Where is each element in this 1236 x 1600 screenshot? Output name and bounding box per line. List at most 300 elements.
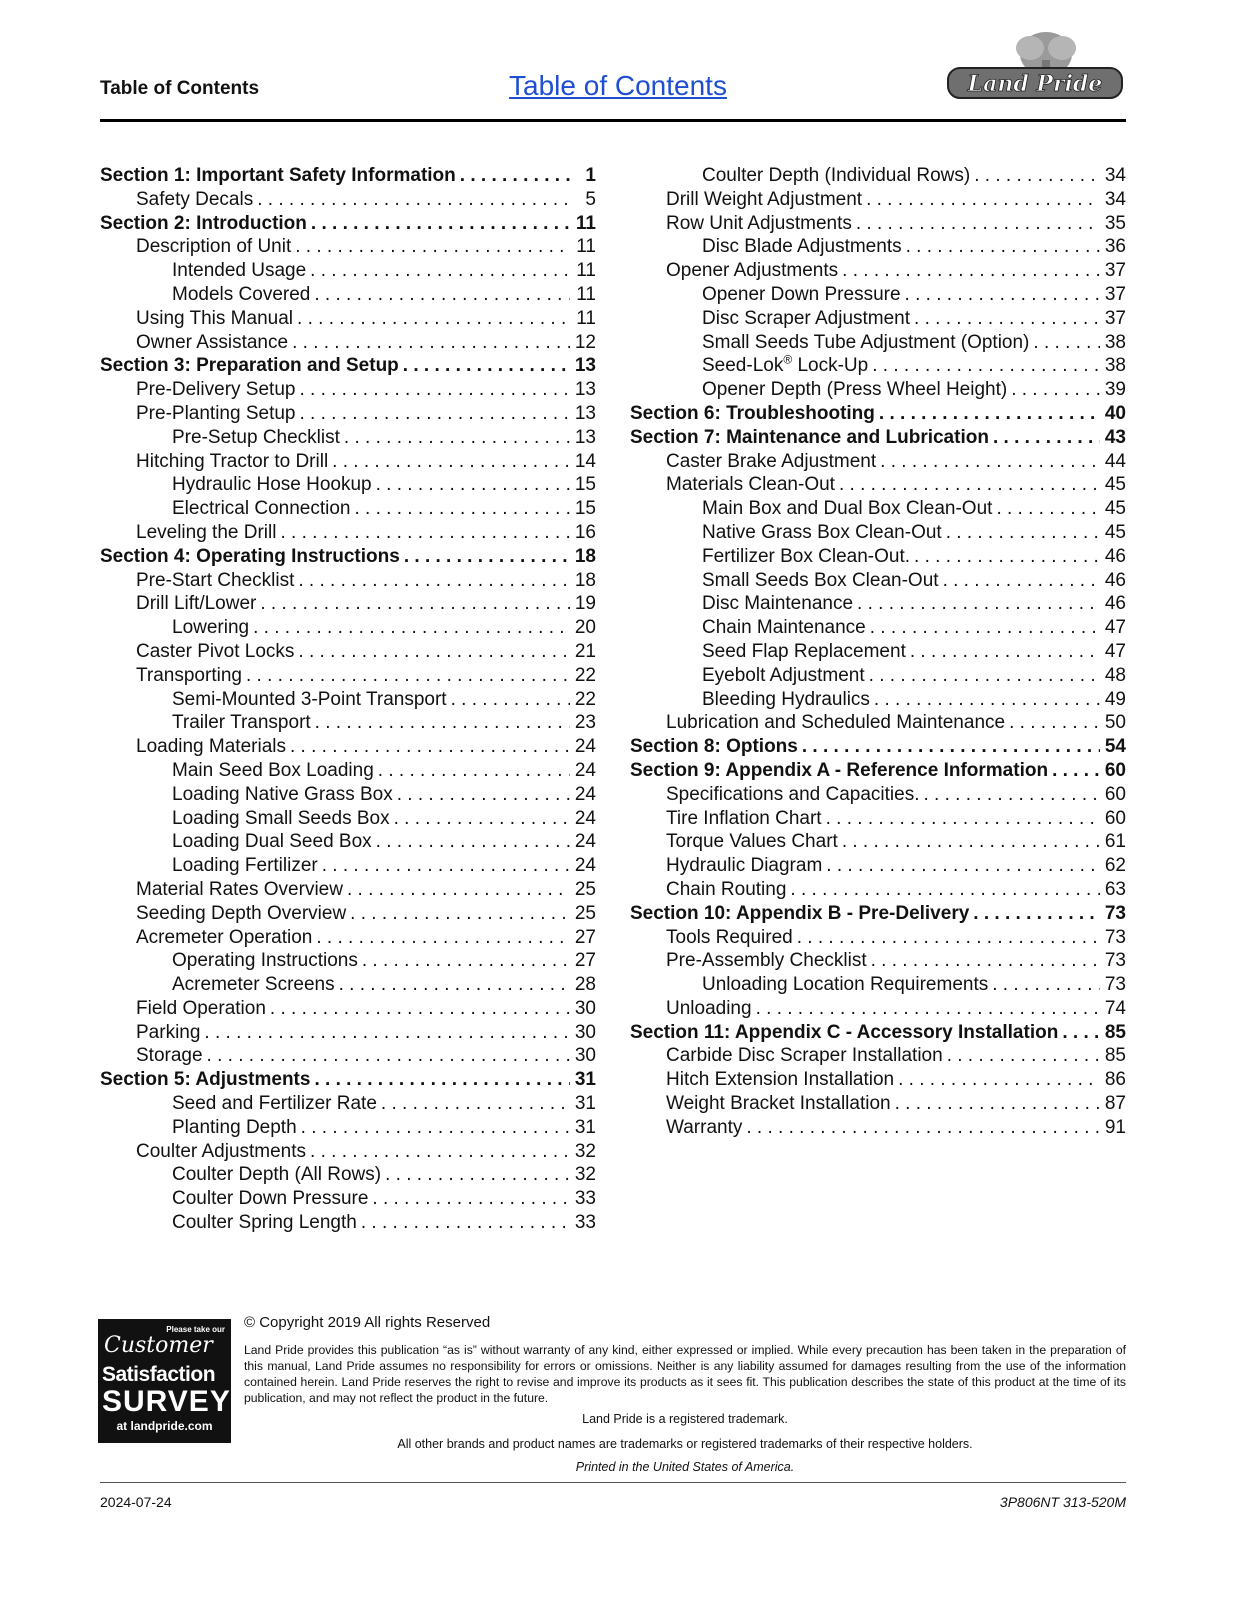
toc-entry-page: 21 xyxy=(574,640,596,662)
toc-entry[interactable] xyxy=(630,997,1126,1021)
toc-entry[interactable] xyxy=(630,307,1126,331)
toc-entry-title: Lowering xyxy=(172,617,250,639)
toc-entry-title: Seed Flap Replacement xyxy=(702,640,906,662)
dot-leader xyxy=(946,521,1100,545)
dot-leader xyxy=(866,188,1100,212)
toc-entry-title: Storage xyxy=(136,1045,203,1067)
dot-leader xyxy=(802,735,1100,759)
dot-leader xyxy=(898,1068,1100,1092)
dot-leader xyxy=(403,354,570,378)
dot-leader xyxy=(826,807,1100,831)
toc-entry[interactable] xyxy=(630,759,1126,783)
toc-entry[interactable] xyxy=(100,616,596,640)
toc-entry-title: Leveling the Drill xyxy=(136,521,277,543)
toc-entry[interactable] xyxy=(100,735,596,759)
toc-entry[interactable] xyxy=(100,331,596,355)
dot-leader xyxy=(874,688,1100,712)
toc-entry[interactable] xyxy=(630,878,1126,902)
toc-entry-title: Electrical Connection xyxy=(172,498,351,520)
toc-entry-title: Loading Native Grass Box xyxy=(172,783,393,805)
toc-entry[interactable] xyxy=(100,807,596,831)
dot-leader xyxy=(404,545,570,569)
toc-entry-title: Carbide Disc Scraper Installation xyxy=(666,1045,943,1067)
toc-entry[interactable] xyxy=(630,854,1126,878)
survey-satisfaction-text: Satisfaction xyxy=(102,1363,216,1386)
toc-entry-page: 31 xyxy=(574,1069,596,1091)
toc-entry-title: Fertilizer Box Clean-Out. xyxy=(702,545,911,567)
toc-entry[interactable] xyxy=(100,688,596,712)
toc-entry[interactable] xyxy=(100,902,596,926)
toc-entry-page: 38 xyxy=(1104,355,1126,377)
toc-entry-page: 1 xyxy=(585,165,596,186)
toc-entry-title: Section 1: Important Safety Information xyxy=(100,165,456,186)
survey-survey-text: SURVEY xyxy=(102,1385,231,1418)
toc-entry-title: Pre-Setup Checklist xyxy=(172,426,340,448)
toc-entry-title: Lubrication and Scheduled Maintenance xyxy=(666,712,1006,734)
toc-entry-title: Caster Pivot Locks xyxy=(136,640,295,662)
toc-entry-page: 15 xyxy=(574,498,596,520)
toc-entry-title: Coulter Adjustments xyxy=(136,1140,307,1162)
toc-entry-title: Coulter Spring Length xyxy=(172,1212,357,1234)
toc-entry-page: 22 xyxy=(574,688,596,710)
toc-entry-page: 32 xyxy=(574,1140,596,1162)
toc-entry[interactable] xyxy=(100,521,596,545)
toc-entry-page: 19 xyxy=(574,593,596,615)
toc-entry-page: 33 xyxy=(574,1188,596,1210)
dot-leader xyxy=(973,902,1100,926)
toc-entry-title: Drill Lift/Lower xyxy=(136,593,257,615)
toc-entry-page: 22 xyxy=(574,664,596,686)
toc-entry-title: Seed and Fertilizer Rate xyxy=(172,1093,377,1115)
toc-entry-page: 46 xyxy=(1104,593,1126,615)
document-number: 3P806NT 313-520M xyxy=(999,1494,1126,1510)
toc-entry-page: 54 xyxy=(1104,736,1126,758)
toc-entry[interactable] xyxy=(630,569,1126,593)
toc-entry-page: 24 xyxy=(574,736,596,758)
toc-entry[interactable] xyxy=(100,307,596,331)
toc-entry[interactable] xyxy=(100,1044,596,1068)
toc-entry-title: Small Seeds Box Clean-Out xyxy=(702,569,939,591)
dot-leader xyxy=(1062,1021,1100,1045)
toc-column-right xyxy=(630,164,1126,1140)
toc-entry[interactable] xyxy=(100,592,596,616)
toc-entry[interactable] xyxy=(100,188,596,212)
toc-entry[interactable] xyxy=(100,830,596,854)
toc-entry[interactable] xyxy=(100,1116,596,1140)
toc-entry-title: Trailer Transport xyxy=(172,712,311,734)
toc-entry-title: Section 2: Introduction xyxy=(100,212,307,234)
dot-leader xyxy=(879,402,1100,426)
toc-entry[interactable] xyxy=(100,426,596,450)
toc-entry-title: Models Covered xyxy=(172,283,311,305)
toc-entry[interactable] xyxy=(630,1092,1126,1116)
toc-entry-title: Hydraulic Hose Hookup xyxy=(172,474,372,496)
dot-leader xyxy=(856,212,1100,236)
toc-entry[interactable] xyxy=(100,1163,596,1187)
toc-entry[interactable] xyxy=(630,783,1126,807)
land-pride-logo xyxy=(944,26,1126,104)
toc-entry[interactable] xyxy=(100,569,596,593)
header-rule xyxy=(100,119,1126,122)
svg-text:Land Pride: Land Pride xyxy=(967,71,1103,97)
dot-leader xyxy=(451,688,570,712)
dot-leader xyxy=(292,331,570,355)
dot-leader xyxy=(378,759,570,783)
dot-leader xyxy=(947,1044,1100,1068)
toc-entry-title: Weight Bracket Installation xyxy=(666,1093,891,1115)
toc-entry[interactable] xyxy=(630,973,1126,997)
dot-leader xyxy=(253,616,570,640)
toc-entry-page: 14 xyxy=(574,450,596,472)
toc-entry-title: Section 10: Appendix B - Pre-Delivery xyxy=(630,902,970,924)
dot-leader xyxy=(315,711,570,735)
toc-entry-title: Hitch Extension Installation xyxy=(666,1069,895,1091)
dot-leader xyxy=(344,426,570,450)
toc-entry-title: Hydraulic Diagram xyxy=(666,855,823,877)
dot-leader xyxy=(322,854,570,878)
toc-entry-page: 13 xyxy=(574,426,596,448)
dot-leader xyxy=(316,926,570,950)
dot-leader xyxy=(842,830,1100,854)
toc-entry[interactable] xyxy=(100,259,596,283)
toc-entry[interactable] xyxy=(100,402,596,426)
toc-entry-title: Coulter Depth (All Rows) xyxy=(172,1164,382,1186)
toc-entry-page: 60 xyxy=(1104,759,1126,781)
copyright-notice: © Copyright 2019 All rights Reserved xyxy=(244,1314,491,1331)
toc-entry[interactable] xyxy=(100,640,596,664)
toc-entry[interactable] xyxy=(630,1116,1126,1140)
toc-entry-title: Section 8: Options xyxy=(630,736,798,758)
dot-leader xyxy=(910,640,1100,664)
dot-leader xyxy=(460,164,570,188)
toc-entry-title: Coulter Depth (Individual Rows) xyxy=(702,165,971,186)
toc-entry[interactable] xyxy=(100,664,596,688)
toc-entry-page: 11 xyxy=(576,283,596,305)
toc-entry[interactable] xyxy=(630,949,1126,973)
dot-leader xyxy=(996,497,1100,521)
toc-entry-page: 45 xyxy=(1104,521,1126,543)
dot-leader xyxy=(376,473,570,497)
toc-entry-title: Pre-Assembly Checklist xyxy=(666,950,867,972)
toc-entry-page: 13 xyxy=(574,379,596,401)
toc-entry-page: 32 xyxy=(574,1164,596,1186)
toc-entry-page: 40 xyxy=(1104,402,1126,424)
dot-leader xyxy=(870,616,1100,640)
dot-leader xyxy=(361,1211,570,1235)
toc-entry-title: Section 3: Preparation and Setup xyxy=(100,355,399,377)
dot-leader xyxy=(204,1021,570,1045)
printed-in-notice: Printed in the United States of America. xyxy=(575,1460,795,1474)
toc-entry-title: Row Unit Adjustments xyxy=(666,212,852,234)
toc-entry[interactable] xyxy=(100,783,596,807)
toc-entry[interactable] xyxy=(630,473,1126,497)
toc-entry-page: 20 xyxy=(574,617,596,639)
toc-entry-title: Operating Instructions xyxy=(172,950,358,972)
toc-entry[interactable] xyxy=(630,926,1126,950)
toc-entry[interactable] xyxy=(630,640,1126,664)
dot-leader xyxy=(797,926,1100,950)
toc-entry-page: 34 xyxy=(1104,188,1126,210)
toc-entry-title: Parking xyxy=(136,1021,201,1043)
toc-entry[interactable] xyxy=(100,212,596,236)
toc-entry-title: Torque Values Chart xyxy=(666,831,838,853)
toc-entry[interactable] xyxy=(100,759,596,783)
toc-entry-page: 60 xyxy=(1104,807,1126,829)
toc-entry-page: 30 xyxy=(574,997,596,1019)
dot-leader xyxy=(756,997,1100,1021)
toc-entry-page: 35 xyxy=(1104,212,1126,234)
toc-entry[interactable] xyxy=(100,378,596,402)
toc-entry-title: Section 4: Operating Instructions xyxy=(100,545,400,567)
toc-entry-page: 24 xyxy=(574,831,596,853)
toc-entry[interactable] xyxy=(630,378,1126,402)
toc-entry[interactable] xyxy=(630,354,1126,378)
dot-leader xyxy=(295,235,570,259)
dot-leader xyxy=(397,783,570,807)
toc-entry[interactable] xyxy=(100,1092,596,1116)
toc-entry[interactable] xyxy=(630,497,1126,521)
toc-entry-title: Small Seeds Tube Adjustment (Option) xyxy=(702,331,1030,353)
toc-entry-title: Unloading xyxy=(666,997,752,1019)
toc-entry-page: 11 xyxy=(575,212,596,234)
toc-entry[interactable] xyxy=(630,259,1126,283)
toc-entry-page: 24 xyxy=(574,759,596,781)
toc-entry[interactable] xyxy=(100,878,596,902)
toc-entry[interactable] xyxy=(630,592,1126,616)
dot-leader xyxy=(298,640,570,664)
dot-leader xyxy=(270,997,570,1021)
footer-rule xyxy=(100,1482,1126,1483)
toc-entry-title: Bleeding Hydraulics xyxy=(702,688,870,710)
toc-entry-title: Chain Routing xyxy=(666,878,787,900)
toc-entry-title: Section 6: Troubleshooting xyxy=(630,402,875,424)
toc-entry[interactable] xyxy=(100,854,596,878)
toc-entry-page: 18 xyxy=(574,569,596,591)
toc-entry-title: Hitching Tractor to Drill xyxy=(136,450,329,472)
toc-entry-title: Seed-Lok® Lock-Up xyxy=(702,353,869,377)
toc-entry-page: 31 xyxy=(574,1116,596,1138)
toc-entry-title: Section 9: Appendix A - Reference Information xyxy=(630,759,1049,781)
toc-entry-page: 5 xyxy=(585,188,596,210)
toc-entry-page: 91 xyxy=(1104,1116,1126,1138)
toc-entry-page: 34 xyxy=(1104,165,1126,186)
toc-entry-page: 60 xyxy=(1104,783,1126,805)
toc-entry[interactable] xyxy=(630,426,1126,450)
toc-entry-page: 18 xyxy=(574,545,596,567)
toc-column-left xyxy=(100,164,596,1235)
toc-entry-title: Description of Unit xyxy=(136,236,292,258)
toc-entry-title: Loading Small Seeds Box xyxy=(172,807,390,829)
dot-leader xyxy=(372,1187,570,1211)
toc-entry[interactable] xyxy=(630,164,1126,188)
toc-entry-title: Specifications and Capacities. xyxy=(666,783,920,805)
toc-entry-page: 73 xyxy=(1104,950,1126,972)
toc-entry[interactable] xyxy=(630,1044,1126,1068)
toc-entry[interactable] xyxy=(630,1021,1126,1045)
toc-entry[interactable] xyxy=(100,545,596,569)
toc-entry-page: 11 xyxy=(576,307,596,329)
dot-leader xyxy=(993,426,1100,450)
publication-date: 2024-07-24 xyxy=(100,1494,172,1510)
dot-leader xyxy=(297,307,570,331)
toc-entry-page: 62 xyxy=(1104,855,1126,877)
toc-entry-title: Chain Maintenance xyxy=(702,617,866,639)
toc-entry-page: 12 xyxy=(574,331,596,353)
other-trademarks-notice: All other brands and product names are trademarks or registered trademarks of their respective holders. xyxy=(397,1437,973,1451)
toc-entry-page: 49 xyxy=(1104,688,1126,710)
toc-entry-title: Field Operation xyxy=(136,997,266,1019)
dot-leader xyxy=(260,592,570,616)
toc-entry-page: 37 xyxy=(1104,283,1126,305)
toc-entry[interactable] xyxy=(100,997,596,1021)
dot-leader xyxy=(905,283,1100,307)
toc-entry[interactable] xyxy=(100,497,596,521)
dot-leader xyxy=(871,949,1100,973)
dot-leader xyxy=(790,878,1100,902)
toc-entry-page: 46 xyxy=(1104,569,1126,591)
toc-entry[interactable] xyxy=(630,402,1126,426)
toc-entry-title: Main Seed Box Loading xyxy=(172,759,374,781)
toc-entry-page: 25 xyxy=(574,878,596,900)
toc-entry-title: Section 7: Maintenance and Lubrication xyxy=(630,426,989,448)
toc-entry[interactable] xyxy=(100,283,596,307)
toc-entry-title: Materials Clean-Out xyxy=(666,474,835,496)
dot-leader xyxy=(839,473,1100,497)
toc-entry-title: Opener Adjustments xyxy=(666,260,839,282)
dot-leader xyxy=(354,497,570,521)
toc-entry[interactable] xyxy=(630,521,1126,545)
toc-entry-page: 39 xyxy=(1104,379,1126,401)
toc-entry[interactable] xyxy=(100,450,596,474)
survey-please-text: Please take our xyxy=(166,1325,225,1334)
dot-leader xyxy=(300,402,571,426)
toc-entry[interactable] xyxy=(630,688,1126,712)
toc-entry[interactable] xyxy=(100,926,596,950)
toc-entry-page: 24 xyxy=(574,783,596,805)
toc-entry-title: Disc Blade Adjustments xyxy=(702,236,902,258)
toc-entry-title: Disc Scraper Adjustment xyxy=(702,307,911,329)
dot-leader xyxy=(385,1163,570,1187)
toc-entry-page: 87 xyxy=(1104,1093,1126,1115)
toc-entry[interactable] xyxy=(100,354,596,378)
toc-entry-page: 27 xyxy=(574,950,596,972)
toc-entry[interactable] xyxy=(630,830,1126,854)
toc-entry[interactable] xyxy=(100,164,596,188)
toc-entry[interactable] xyxy=(630,807,1126,831)
toc-entry-page: 86 xyxy=(1104,1069,1126,1091)
toc-entry[interactable] xyxy=(100,1140,596,1164)
dot-leader xyxy=(895,1092,1100,1116)
dot-leader xyxy=(872,354,1100,378)
toc-entry-title: Using This Manual xyxy=(136,307,294,329)
toc-entry[interactable] xyxy=(630,664,1126,688)
dot-leader xyxy=(974,164,1100,188)
toc-entry[interactable] xyxy=(100,1021,596,1045)
toc-entry-page: 85 xyxy=(1104,1045,1126,1067)
toc-entry[interactable] xyxy=(630,212,1126,236)
dot-leader xyxy=(376,830,570,854)
toc-entry-page: 16 xyxy=(574,521,596,543)
page-title-link[interactable]: Table of Contents xyxy=(509,70,727,101)
toc-entry[interactable] xyxy=(100,711,596,735)
toc-entry-page: 73 xyxy=(1104,974,1126,996)
toc-entry-title: Owner Assistance xyxy=(136,331,289,353)
dot-leader xyxy=(310,1140,570,1164)
toc-entry-title: Coulter Down Pressure xyxy=(172,1188,369,1210)
toc-entry[interactable] xyxy=(630,711,1126,735)
toc-entry[interactable] xyxy=(630,283,1126,307)
toc-entry[interactable] xyxy=(630,188,1126,212)
dot-leader xyxy=(1011,378,1100,402)
dot-leader xyxy=(906,235,1100,259)
toc-entry-title: Eyebolt Adjustment xyxy=(702,664,865,686)
toc-entry-page: 45 xyxy=(1104,498,1126,520)
toc-entry-title: Unloading Location Requirements xyxy=(702,974,989,996)
toc-entry-page: 38 xyxy=(1104,331,1126,353)
toc-entry[interactable] xyxy=(100,1187,596,1211)
toc-entry-title: Semi-Mounted 3-Point Transport xyxy=(172,688,447,710)
dot-leader xyxy=(381,1092,570,1116)
toc-entry[interactable] xyxy=(630,735,1126,759)
toc-entry-page: 30 xyxy=(574,1045,596,1067)
dot-leader xyxy=(943,569,1100,593)
toc-entry-page: 44 xyxy=(1104,450,1126,472)
trademark-notice: Land Pride is a registered trademark. xyxy=(582,1412,788,1426)
toc-entry-title: Main Box and Dual Box Clean-Out xyxy=(702,498,993,520)
toc-entry-page: 11 xyxy=(576,236,596,258)
toc-entry[interactable] xyxy=(100,1068,596,1092)
toc-entry[interactable] xyxy=(630,331,1126,355)
dot-leader xyxy=(914,545,1100,569)
dot-leader xyxy=(301,1116,570,1140)
toc-entry[interactable] xyxy=(630,235,1126,259)
dot-leader xyxy=(290,735,570,759)
toc-entry-title: Pre-Planting Setup xyxy=(136,402,296,424)
toc-entry[interactable] xyxy=(630,545,1126,569)
toc-entry-page: 46 xyxy=(1104,545,1126,567)
toc-entry[interactable] xyxy=(630,616,1126,640)
toc-entry[interactable] xyxy=(100,473,596,497)
toc-entry-title: Acremeter Operation xyxy=(136,926,313,948)
toc-entry-page: 47 xyxy=(1104,617,1126,639)
toc-entry[interactable] xyxy=(630,1068,1126,1092)
toc-entry-page: 30 xyxy=(574,1021,596,1043)
dot-leader xyxy=(332,450,570,474)
toc-entry-page: 33 xyxy=(574,1212,596,1234)
dot-leader xyxy=(914,307,1100,331)
toc-entry[interactable] xyxy=(100,949,596,973)
toc-entry[interactable] xyxy=(630,902,1126,926)
toc-entry[interactable] xyxy=(100,973,596,997)
dot-leader xyxy=(298,569,570,593)
dot-leader xyxy=(280,521,570,545)
toc-entry[interactable] xyxy=(100,235,596,259)
disclaimer-paragraph: Land Pride provides this publication “as is” without warranty of any kind, either expressed or implied. While every precaution has been taken in the preparation of this manual, Land Pride assumes no responsibility for errors or omissions. Neither is any liability assumed for damages resulting from the use of the information contained herein. Land Pride reserves the right to revise and improve its products as it sees fit. This publication describes the state of this product at the time of its publication, and may not reflect the product in the future. xyxy=(244,1343,1126,1405)
toc-entry-title: Native Grass Box Clean-Out xyxy=(702,521,942,543)
toc-entry-title: Planting Depth xyxy=(172,1116,297,1138)
toc-entry-title: Section 11: Appendix C - Accessory Installation xyxy=(630,1021,1059,1043)
registered-mark: ® xyxy=(783,353,793,368)
dot-leader xyxy=(1052,759,1100,783)
toc-entry[interactable] xyxy=(630,450,1126,474)
toc-entry-title: Loading Dual Seed Box xyxy=(172,831,372,853)
toc-entry[interactable] xyxy=(100,1211,596,1235)
toc-entry-page: 45 xyxy=(1104,474,1126,496)
toc-entry-title: Disc Maintenance xyxy=(702,593,854,615)
toc-entry-page: 50 xyxy=(1104,712,1126,734)
toc-entry-title: Acremeter Screens xyxy=(172,974,335,996)
toc-entry-title: Pre-Start Checklist xyxy=(136,569,295,591)
